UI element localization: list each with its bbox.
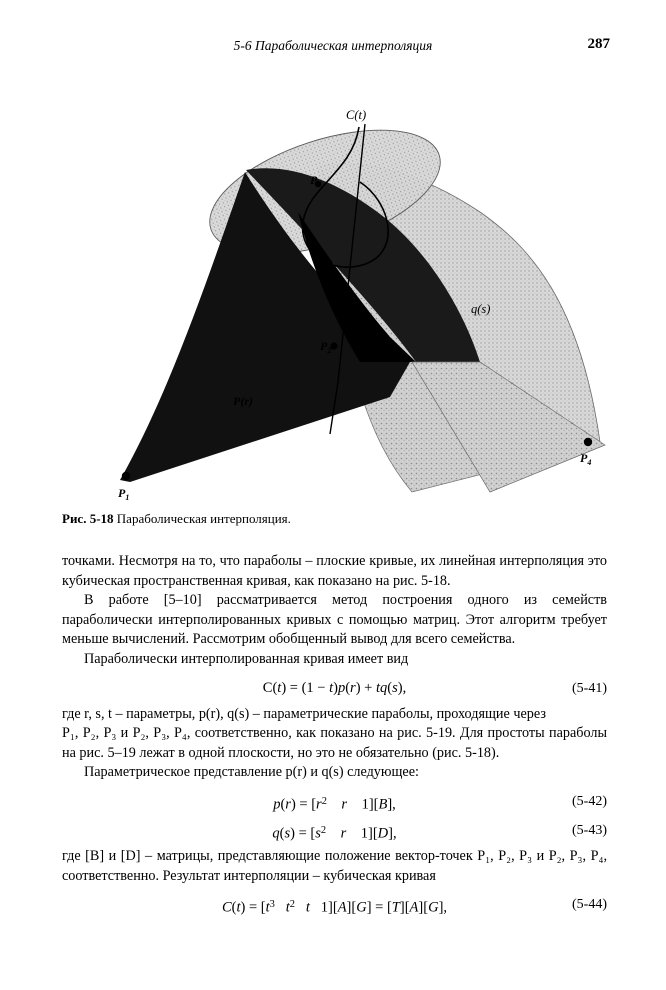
paragraph-6: где [B] и [D] – матрицы, представляющие положение вектор-точек P₁, P₂, P₃ и P₂, P₃, P₄, соответственно. Результат интерполяции – кубическая кривая xyxy=(62,847,607,884)
figure-5-18 xyxy=(60,62,620,502)
paragraph-4b: P₁, P₂, P₃ и P₂, P₃, P₄, соответственно, как показано на рис. 5-19. Для простоты параболы на рис. 5–19 лежат в одной плоскости, но это не обязательно (рис. 5-18). xyxy=(62,725,607,761)
figure-caption-label: Рис. 5-18 xyxy=(62,511,114,526)
body-text xyxy=(62,552,607,921)
equation-5-44 xyxy=(62,895,607,915)
page-number: 287 xyxy=(587,36,610,52)
running-head-title: 5-6 Параболическая интерполяция xyxy=(233,38,433,53)
equation-5-42 xyxy=(62,792,607,812)
point-p2 xyxy=(330,342,337,349)
label-p3: $P_3$ xyxy=(310,173,322,189)
equation-5-41 xyxy=(62,679,607,699)
equation-5-41-formula: C(t) = (1 − t)p(r) + tq(s), xyxy=(262,679,407,696)
point-p1 xyxy=(122,472,130,480)
figure-caption xyxy=(62,511,291,527)
point-p4 xyxy=(584,438,592,446)
paragraph-4a: где r, s, t – параметры, p(r), q(s) – параметрические параболы, проходящие через xyxy=(62,705,546,722)
label-qs: q(s) xyxy=(471,302,491,316)
label-pr: P(r) xyxy=(233,394,253,408)
equation-5-44-formula: $C(t) = [t^3$ $t^2$ t 1][A][G] = [T][A][G], xyxy=(221,899,448,916)
equation-5-42-number: (5-42) xyxy=(572,793,607,809)
equation-5-43-number: (5-43) xyxy=(572,822,607,838)
label-ct: C(t) xyxy=(346,108,367,122)
equation-5-43 xyxy=(62,821,607,841)
figure-caption-text: Параболическая интерполяция. xyxy=(116,511,291,526)
label-p1: $P_1$ xyxy=(118,486,130,502)
paragraph-3: Параболически интерполированная кривая имеет вид xyxy=(84,650,409,667)
label-p2: $P_2$ xyxy=(320,339,332,355)
equation-5-43-formula: $q(s) = [s^2$ r 1][D], xyxy=(272,824,397,842)
equation-5-42-formula: $p(r) = [r^2$ r 1][B], xyxy=(273,795,396,813)
paragraph-1: точками. Несмотря на то, что параболы – плоские кривые, их линейная интерполяция это кубическая пространственная кривая, как показано на рис. 5-18. xyxy=(62,553,607,589)
equation-5-44-number: (5-44) xyxy=(572,897,607,913)
equation-5-41-number: (5-41) xyxy=(572,680,607,696)
page-header xyxy=(0,38,666,58)
label-p4: $P_4$ xyxy=(580,451,592,467)
paragraph-5: Параметрическое представление p(r) и q(s) следующее: xyxy=(84,764,419,781)
paragraph-2: В работе [5–10] рассматривается метод построения одного из семейств параболически интерполированных кривых с помощью матриц. Этот алгоритм требует меньше вычислений. Рассмотрим обобщенный вывод для всего семейства. xyxy=(62,592,607,648)
